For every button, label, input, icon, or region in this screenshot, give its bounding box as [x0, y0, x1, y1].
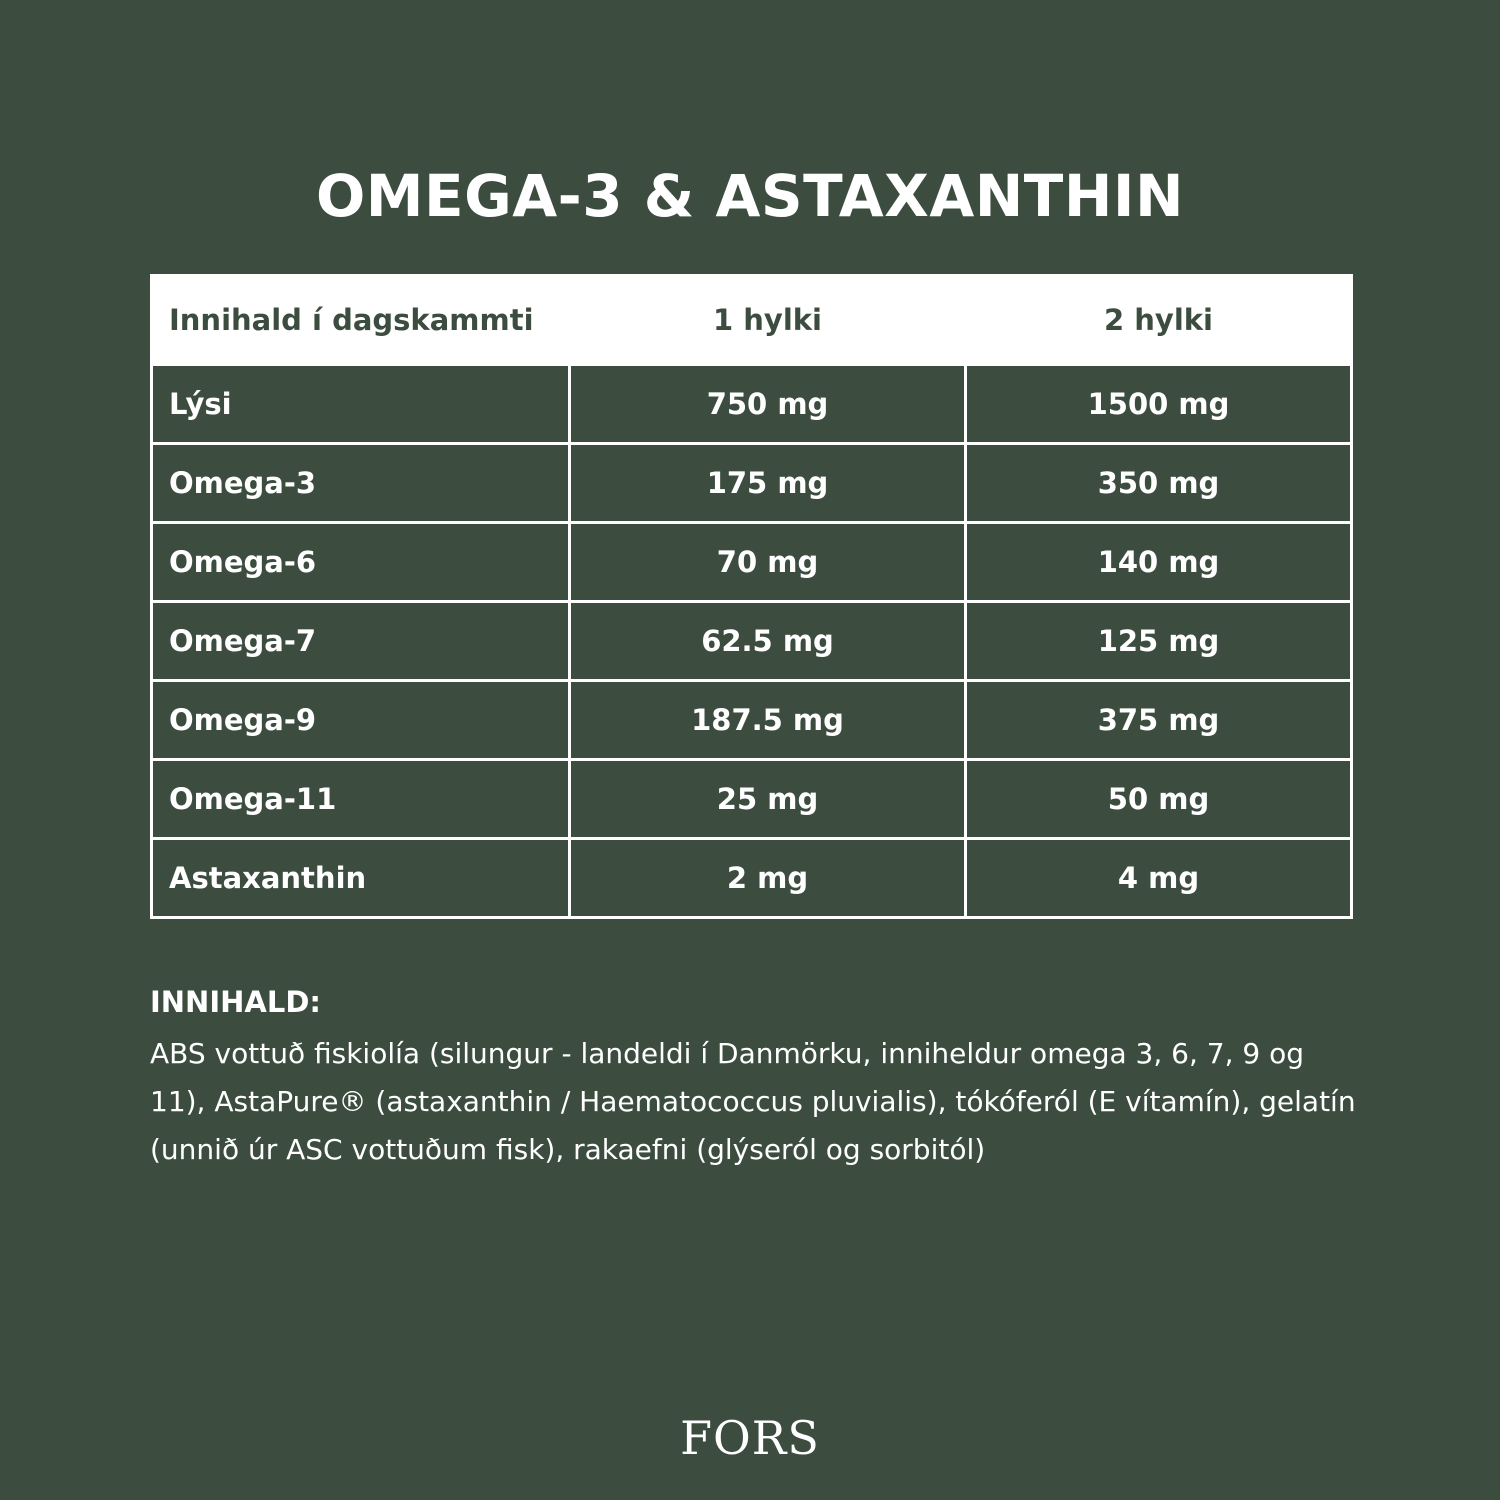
row-two-capsules: 350 mg	[966, 444, 1352, 523]
row-one-capsule: 187.5 mg	[570, 681, 966, 760]
header-ingredient: Innihald í dagskammti	[152, 276, 570, 365]
row-one-capsule: 2 mg	[570, 839, 966, 918]
row-one-capsule: 750 mg	[570, 365, 966, 444]
brand-logo: FORS	[680, 1411, 820, 1465]
row-two-capsules: 1500 mg	[966, 365, 1352, 444]
header-two-capsules: 2 hylki	[966, 276, 1352, 365]
row-one-capsule: 62.5 mg	[570, 602, 966, 681]
row-one-capsule: 25 mg	[570, 760, 966, 839]
header-one-capsule: 1 hylki	[570, 276, 966, 365]
table-header-row	[152, 276, 1352, 365]
row-two-capsules: 4 mg	[966, 839, 1352, 918]
row-name: Lýsi	[152, 365, 570, 444]
row-two-capsules: 50 mg	[966, 760, 1352, 839]
row-two-capsules: 140 mg	[966, 523, 1352, 602]
table-row	[152, 760, 1352, 839]
table-row	[152, 681, 1352, 760]
nutrition-table	[150, 274, 1353, 919]
row-one-capsule: 175 mg	[570, 444, 966, 523]
row-name: Astaxanthin	[152, 839, 570, 918]
ingredients-text: ABS vottuð fiskiolía (silungur - landeldi í Danmörku, inniheldur omega 3, 6, 7, 9 og 11), AstaPure® (astaxanthin / Haematococcus pluvialis), tókóferól (E vítamín), gelatín (unnið úr ASC vottuðum fisk), rakaefni (glýseról og sorbitól)	[150, 1037, 1356, 1166]
row-one-capsule: 70 mg	[570, 523, 966, 602]
table-row	[152, 602, 1352, 681]
table-row	[152, 365, 1352, 444]
row-name: Omega-3	[152, 444, 570, 523]
ingredients-heading: INNIHALD:	[150, 985, 321, 1019]
row-name: Omega-6	[152, 523, 570, 602]
table-row	[152, 839, 1352, 918]
row-name: Omega-7	[152, 602, 570, 681]
ingredients-section	[150, 980, 1360, 1174]
table-row	[152, 523, 1352, 602]
page-title: OMEGA-3 & ASTAXANTHIN	[315, 162, 1184, 230]
row-name: Omega-11	[152, 760, 570, 839]
table-row	[152, 444, 1352, 523]
row-name: Omega-9	[152, 681, 570, 760]
row-two-capsules: 375 mg	[966, 681, 1352, 760]
row-two-capsules: 125 mg	[966, 602, 1352, 681]
